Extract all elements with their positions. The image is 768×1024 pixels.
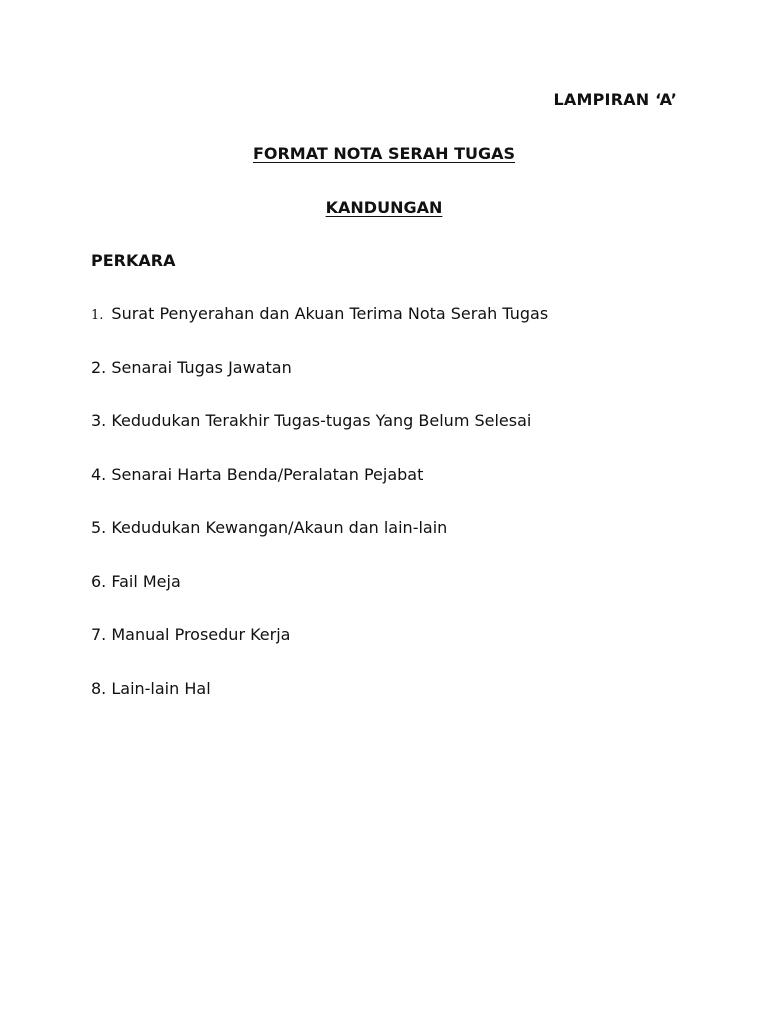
item-number: 3.	[91, 411, 107, 430]
item-text: Kedudukan Terakhir Tugas-tugas Yang Belum Selesai	[106, 411, 532, 430]
contents-list	[91, 304, 548, 732]
list-item	[91, 358, 548, 412]
item-text: Senarai Harta Benda/Peralatan Pejabat	[106, 464, 424, 484]
list-item	[91, 465, 548, 519]
item-text: Surat Penyerahan dan Akuan Terima Nota Serah Tugas	[111, 304, 549, 323]
item-number: 2.	[91, 357, 107, 377]
item-text: Fail Meja	[106, 571, 181, 591]
item-text: Kedudukan Kewangan/Akaun dan lain-lain	[106, 518, 448, 537]
appendix-label: LAMPIRAN ‘A’	[553, 90, 677, 109]
item-text: Senarai Tugas Jawatan	[106, 357, 292, 377]
item-number: 5.	[91, 518, 107, 537]
item-number: 8.	[91, 678, 107, 698]
contents-heading: KANDUNGAN	[325, 198, 443, 217]
item-text: Lain-lain Hal	[106, 678, 211, 698]
list-item	[91, 411, 548, 465]
item-number: 4.	[91, 464, 107, 484]
list-item	[91, 304, 548, 358]
item-text: Manual Prosedur Kerja	[106, 625, 291, 644]
list-item	[91, 572, 548, 626]
list-item	[91, 625, 548, 679]
list-item	[91, 679, 548, 733]
item-number: 7.	[91, 625, 107, 644]
section-label: PERKARA	[91, 251, 176, 270]
item-number: 1.	[91, 308, 104, 323]
list-item	[91, 518, 548, 572]
item-number: 6.	[91, 571, 107, 591]
document-title: FORMAT NOTA SERAH TUGAS	[252, 144, 516, 163]
